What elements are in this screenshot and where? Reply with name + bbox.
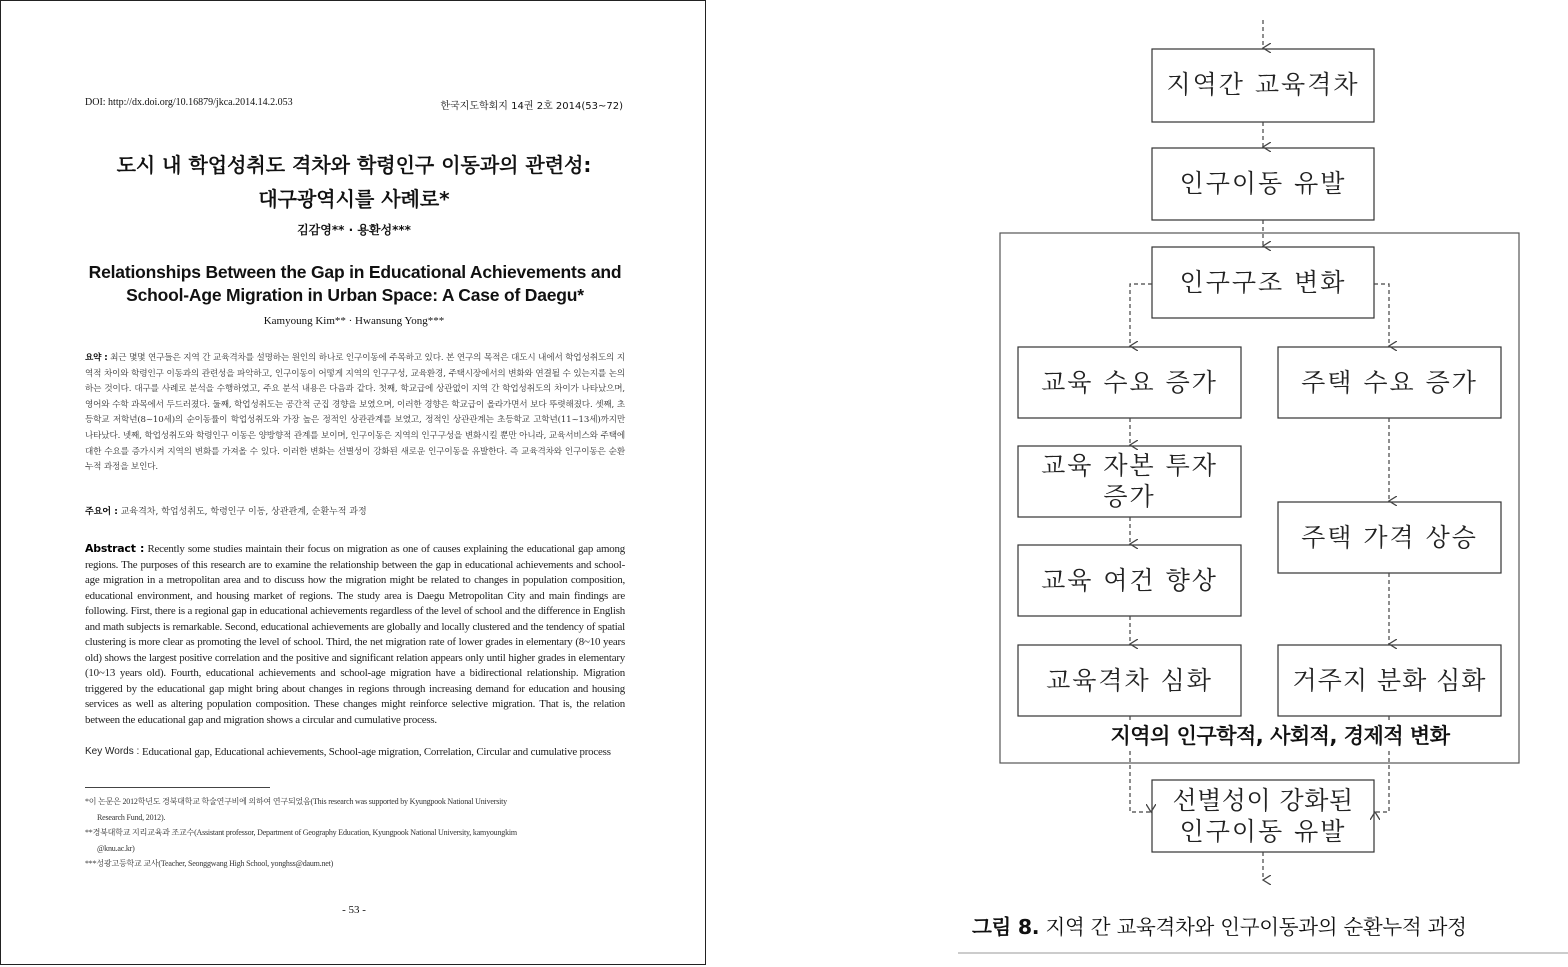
abstract-korean-label: 요약 : — [85, 353, 108, 363]
figure-caption — [972, 910, 1562, 940]
page-number: - 53 - — [342, 904, 366, 916]
footnote-divider — [85, 787, 270, 788]
label-housing-demand: 주택 수요 증가 — [1301, 368, 1478, 397]
footnote-2-line1: **경북대학교 지리교육과 조교수(Assistant professor, Department of Geography Education, Kyungpook National University, kamyoungkim — [85, 828, 517, 837]
footnote-1-line2: Research Fund, 2012). — [97, 812, 166, 822]
abstract-english-text: Recently some studies maintain their focus on migration as one of causes explaining the educational gap among regions. The purposes of this research are to examine the relationship between the gap in educational achievements and school-age migration in a metropolitan area and to discuss how the migration might be related to changes in population composition, educational environment, and housing market of regions. The study area is Daegu Metropolitan City and main findings are following. First, there is a regional gap in educational achievements regardless of the level of school and the difference in English and math subjects is remarkable. Second, educational achievements are globally and locally clustered and the tendency of spatial clustering is more clear as promoting the level of school. Third, the net migration rate of lower grades in elementary (8~10 years old) shows the largest positive correlation and the positive and significant relation appears only until higher grades in elementary (10~13 years old). Fourth, educational achievements and school-age migration have a bidirectional relationship. Migration triggered by the educational gap might bring about changes in regions through increasing demand for education and housing services as well as altering population composition. These changes might reinforce selective migration. That is, the relation between the educational gap and migration shows a circular and cumulative process. — [85, 543, 625, 727]
keywords-korean — [85, 505, 625, 521]
authors-korean: 김감영** · 용환성*** — [297, 223, 411, 237]
label-population-structure: 인구구조 변화 — [1179, 268, 1347, 297]
abstract-english — [85, 541, 625, 729]
label-education-demand: 교육 수요 증가 — [1041, 368, 1218, 397]
footnote-3 — [85, 856, 625, 872]
arrow-structure-to-edu-demand — [1130, 284, 1152, 346]
authors-english: Kamyoung Kim** · Hwansung Yong*** — [263, 315, 445, 327]
title-english-line1: Relationships Between the Gap in Educational Achievements and — [88, 262, 622, 282]
figure-caption-number: 그림 8. — [972, 915, 1040, 939]
label-education-investment-line1: 교육 자본 투자 — [1041, 451, 1218, 480]
label-selective-migration-line1: 선별성이 강화된 — [1172, 786, 1354, 815]
abstract-english-label: Abstract : — [85, 542, 145, 555]
label-education-investment-line2: 증가 — [1103, 482, 1156, 511]
flow-diagram-figure — [958, 0, 1568, 967]
region-change-label: 지역의 인구학적, 사회적, 경제적 변화 — [1086, 720, 1474, 750]
footnote-3-line1: ***성광고등학교 교사(Teacher, Seonggwang High School, yonghss@daum.net) — [85, 859, 334, 868]
footnote-1-line1: *이 논문은 2012학년도 경북대학교 학술연구비에 의하여 연구되었음(This research was supported by Kyungpook National University — [85, 797, 507, 806]
abstract-korean-text: 최근 몇몇 연구들은 지역 간 교육격차를 설명하는 원인의 하나로 인구이동에 주목하고 있다. 본 연구의 목적은 대도시 내에서 학업성취도의 지역적 차이와 학령인구 이동과의 관련성을 파악하고, 인구이동이 어떻게 지역의 인구구성, 교육환경, 주택시장에서의 변화와 연결될 수 있는지를 논의하는 것이다. 대구를 사례로 분석을 수행하였고, 주요 분석 내용은 다음과 같다. 첫째, 학교급에 상관없이 지역 간 학업성취도의 차이가 나타났으며, 영어와 수학 과목에서 두드러졌다. 둘째, 학업성취도는 공간적 군집 경향을 보였으며, 이러한 경향은 학교급이 올라가면서 보다 뚜렷해졌다. 셋째, 초등학교 저학년(8~10세)의 순이동률이 학업성취도와 가장 높은 정적인 상관관계를 보였고, 정적인 상관관계는 초등학교 고학년(11~13세)까지만 나타났다. 넷째, 학업성취도와 학령인구 이동은 양방향적 관계를 보이며, 인구이동은 지역의 인구구성을 변화시킬 뿐만 아니라, 교육서비스와 주택에 대한 수요를 증가시켜 지역의 변화를 가져올 수 있다. 이러한 변화는 선별성이 강화된 새로운 인구이동을 유발한다. 즉 교육격차와 인구이동은 순환누적 과정을 보인다. — [85, 353, 625, 473]
keywords-english-text: Educational gap, Educational achievements, School-age migration, Correlation, Circular and cumulative process — [142, 746, 611, 758]
arrow-structure-to-housing-demand — [1374, 284, 1389, 346]
paper-page — [0, 0, 706, 965]
label-housing-price: 주택 가격 상승 — [1301, 523, 1478, 552]
title-korean-line1: 도시 내 학업성취도 격차와 학령인구 이동과의 관련성: — [116, 153, 592, 177]
label-residential-differentiation: 거주지 분화 심화 — [1292, 666, 1487, 695]
footnote-1 — [85, 794, 625, 825]
title-english-line2: School-Age Migration in Urban Space: A Case of Daegu* — [126, 285, 584, 305]
abstract-korean — [85, 351, 625, 476]
keywords-english — [85, 744, 625, 760]
footnote-2-line2: @knu.ac.kr) — [97, 843, 135, 853]
doi-line: DOI: http://dx.doi.org/10.16879/jkca.2014.14.2.053 — [85, 97, 293, 108]
footnote-2 — [85, 825, 625, 856]
keywords-korean-text: 교육격차, 학업성취도, 학령인구 이동, 상관관계, 순환누적 과정 — [120, 507, 367, 517]
title-korean-line2: 대구광역시를 사례로* — [258, 187, 450, 211]
label-education-conditions: 교육 여건 향상 — [1041, 566, 1218, 595]
label-regional-gap: 지역간 교육격차 — [1166, 70, 1360, 99]
caption-underline — [958, 952, 1568, 954]
journal-citation: 한국지도학회지 14권 2호 2014(53~72) — [440, 101, 623, 112]
label-migration-trigger: 인구이동 유발 — [1179, 169, 1347, 198]
label-education-gap-deepening: 교육격차 심화 — [1046, 666, 1213, 695]
figure-caption-text: 지역 간 교육격차와 인구이동과의 순환누적 과정 — [1045, 915, 1467, 939]
keywords-english-label: Key Words : — [85, 746, 140, 757]
keywords-korean-label: 주요어 : — [85, 507, 118, 517]
label-selective-migration-line2: 인구이동 유발 — [1179, 817, 1347, 846]
